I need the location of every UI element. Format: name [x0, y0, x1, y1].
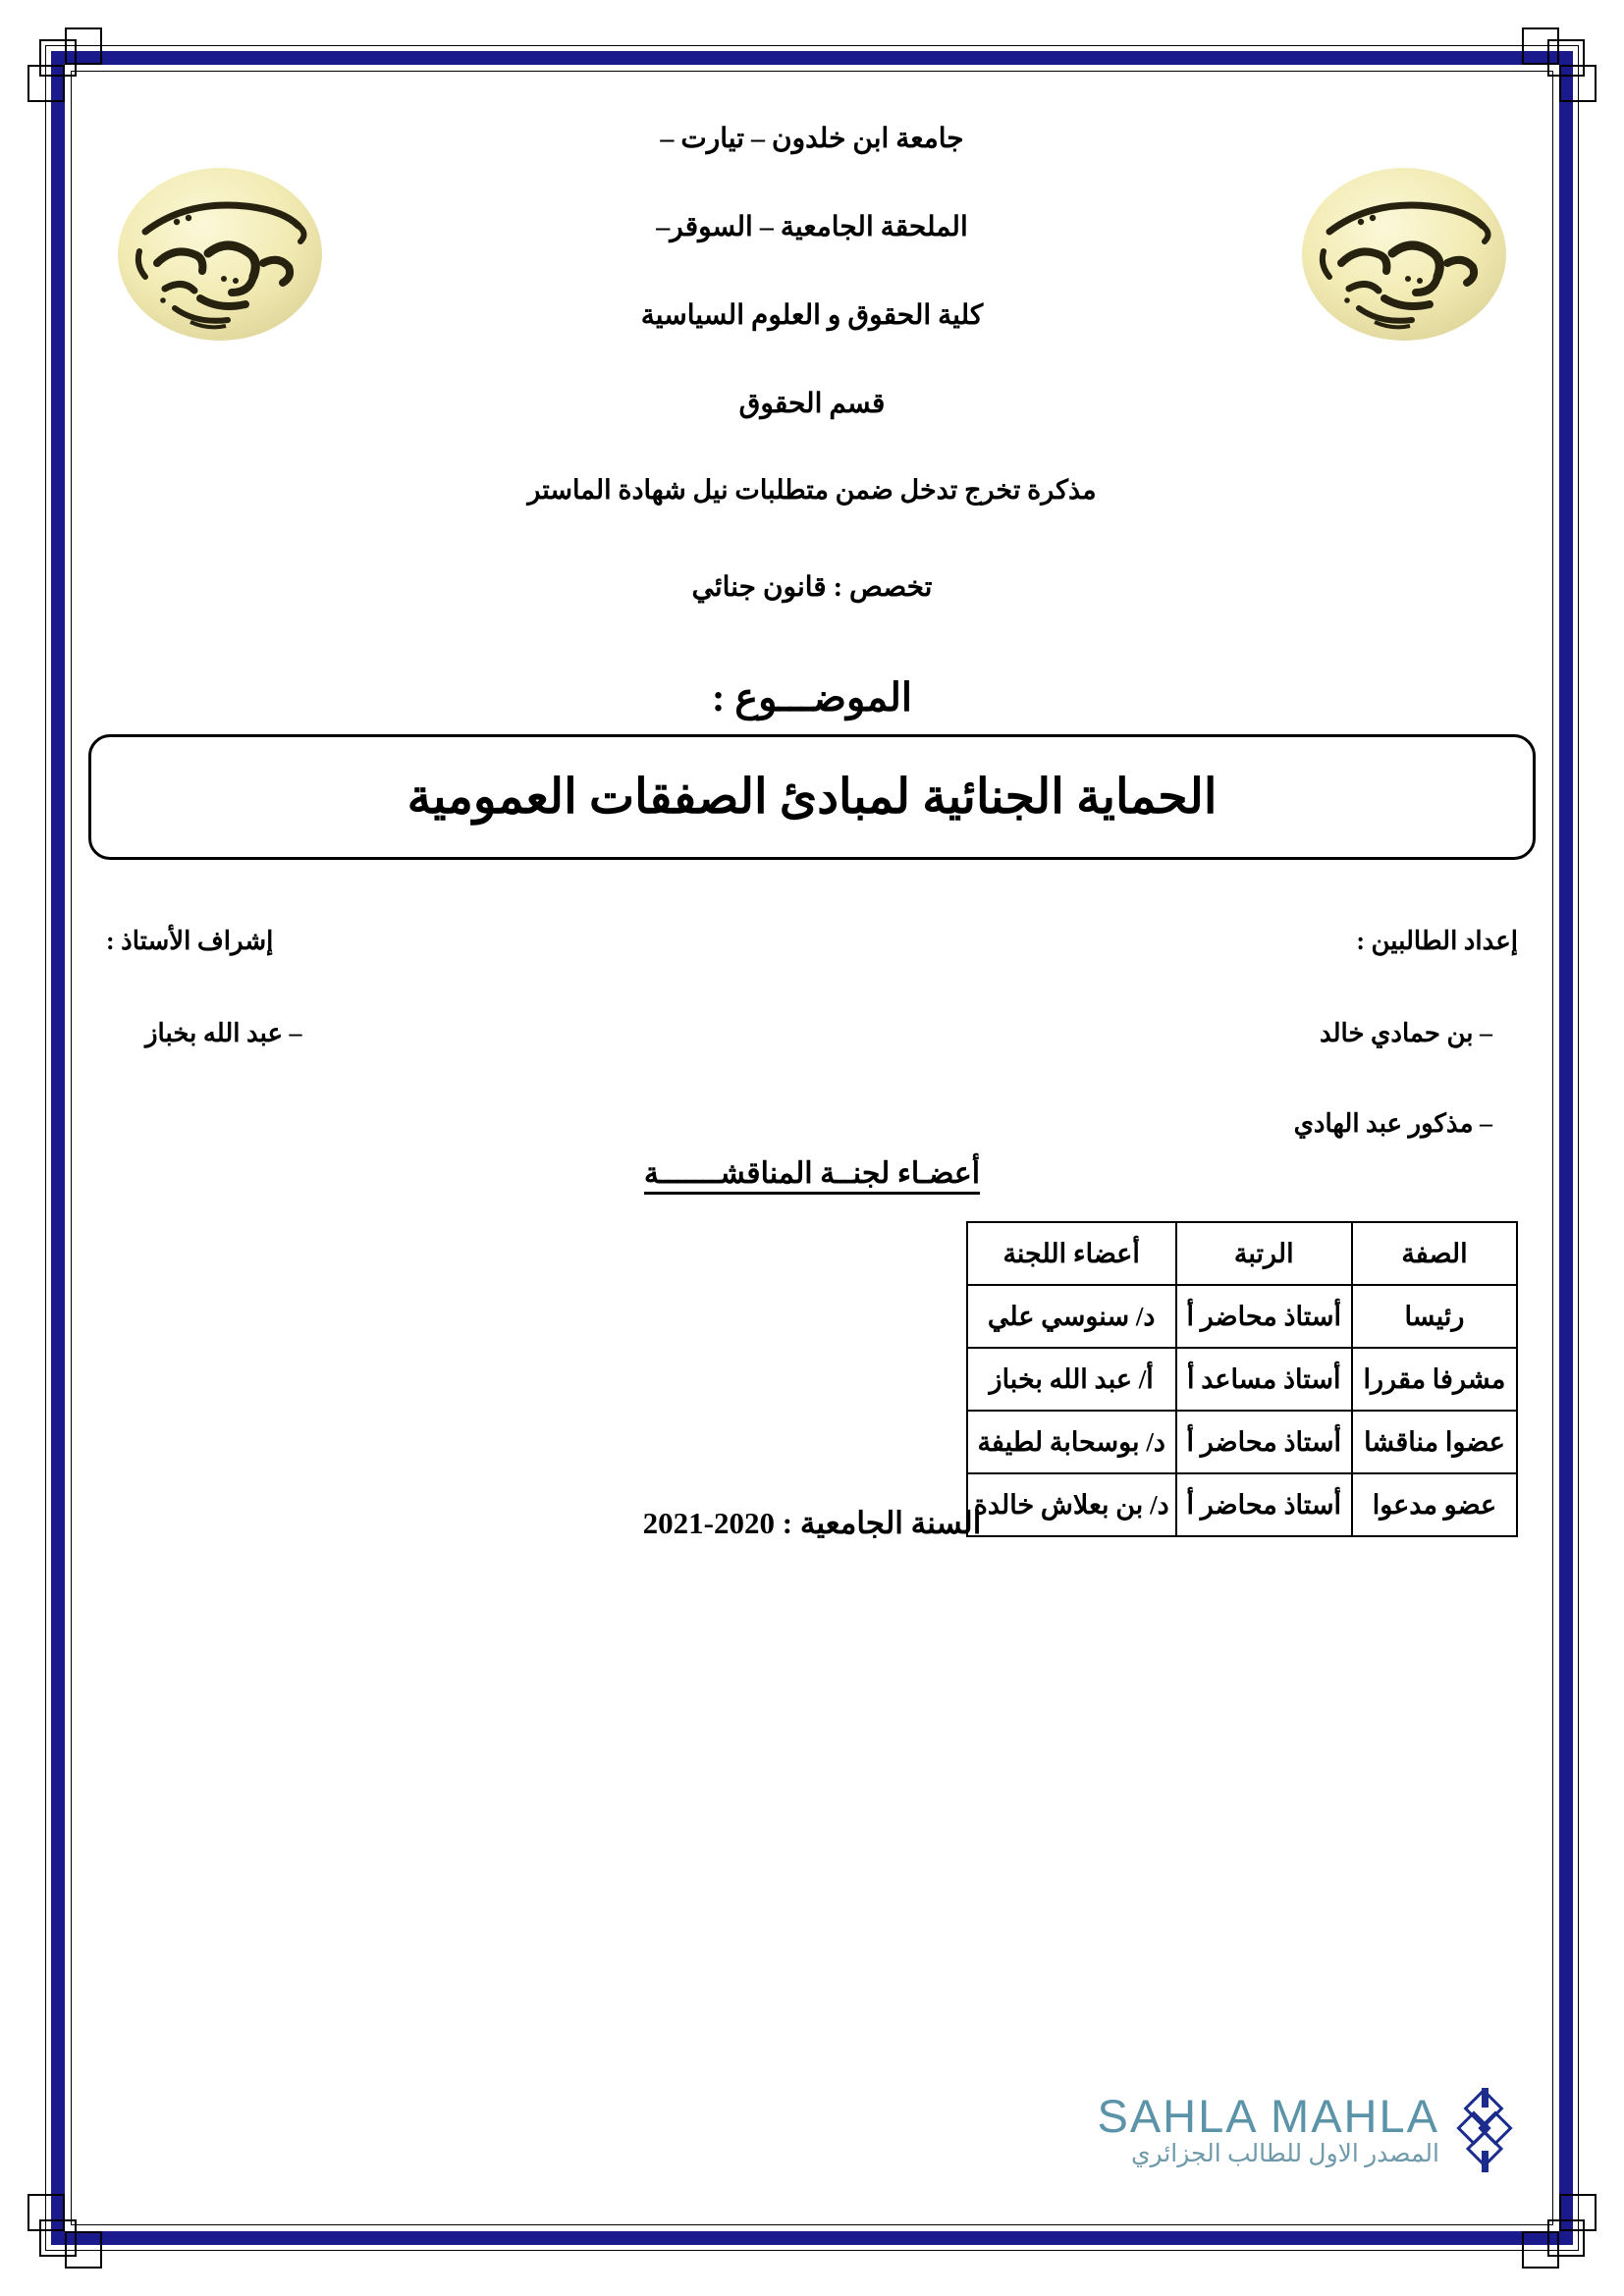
degree-statement: مذكرة تخرج تدخل ضمن متطلبات نيل شهادة الماستر	[527, 475, 1097, 505]
jury-role-4: عضو مدعوا	[1352, 1473, 1517, 1536]
jury-member-4: د/ بن بعلاش خالدة	[967, 1473, 1176, 1536]
academic-year	[98, 1506, 1526, 1541]
jury-heading-text: أعضـاء لجنــة المناقشـــــــة	[644, 1157, 980, 1195]
jury-role-2: مشرفا مقررا	[1352, 1348, 1517, 1411]
jury-col-role: الصفة	[1352, 1222, 1517, 1285]
jury-rank-4: أستاذ محاضر أ	[1176, 1473, 1352, 1536]
jury-member-1: د/ سنوسي علي	[967, 1285, 1176, 1348]
jury-role-1: رئيسا	[1352, 1285, 1517, 1348]
cover-content	[98, 94, 1526, 2202]
authors-label: إعداد الطالبين :	[1356, 927, 1518, 955]
academic-year-label: السنة الجامعية :	[782, 1506, 982, 1540]
corner-motif-bottom-right-b	[1522, 2231, 1559, 2269]
specialty-line: تخصص : قانون جنائي	[691, 572, 933, 603]
watermark-text	[1097, 2089, 1439, 2168]
jury-rank-2: أستاذ مساعد أ	[1176, 1348, 1352, 1411]
thesis-title-box	[88, 734, 1536, 860]
author-name-2: – مذكور عبد الهادي	[1293, 1109, 1492, 1138]
university-logo-left	[106, 161, 334, 347]
jury-col-member: أعضاء اللجنة	[967, 1222, 1176, 1285]
author-name-1: – بن حمادي خالد	[1319, 1019, 1492, 1047]
institution-header	[344, 126, 1280, 750]
jury-role-3: عضوا مناقشا	[1352, 1411, 1517, 1473]
faculty-name: كلية الحقوق و العلوم السياسية	[640, 300, 984, 331]
jury-rank-3: أستاذ محاضر أ	[1176, 1411, 1352, 1473]
jury-member-3: د/ بوسحابة لطيفة	[967, 1411, 1176, 1473]
diamond-lattice-icon	[1449, 2088, 1520, 2172]
supervisor-label: إشراف الأستاذ :	[106, 927, 274, 955]
corner-motif-bottom-right-c	[1559, 2194, 1597, 2231]
corner-motif-top-left-b	[65, 27, 102, 65]
jury-rank-1: أستاذ محاضر أ	[1176, 1285, 1352, 1348]
jury-col-rank: الرتبة	[1176, 1222, 1352, 1285]
watermark-title: SAHLA MAHLA	[1097, 2089, 1439, 2142]
corner-motif-top-right-b	[1522, 27, 1559, 65]
supervisor-name-1: – عبد الله بخباز	[145, 1019, 302, 1047]
corner-motif-bottom-left-b	[65, 2231, 102, 2269]
thesis-title: الحماية الجنائية لمبادئ الصفقات العمومية	[406, 770, 1218, 825]
department-name: قسم الحقوق	[738, 389, 886, 419]
subject-label: الموضـــوع :	[711, 675, 913, 720]
university-name: جامعة ابن خلدون – تيارت –	[660, 124, 964, 154]
university-logo-right	[1290, 161, 1518, 347]
corner-motif-top-left-c	[27, 65, 65, 102]
corner-motif-bottom-left-c	[27, 2194, 65, 2231]
academic-year-value: 2021-2020	[642, 1506, 775, 1540]
table-row	[967, 1285, 1517, 1348]
jury-member-2: أ/ عبد الله بخباز	[967, 1348, 1176, 1411]
jury-table	[966, 1221, 1518, 1537]
university-annex: الملحقة الجامعية – السوقر–	[656, 212, 968, 242]
jury-heading	[98, 1156, 1526, 1191]
jury-table-header-row	[967, 1222, 1517, 1285]
watermark	[1009, 2088, 1520, 2172]
table-row	[967, 1411, 1517, 1473]
table-row	[967, 1348, 1517, 1411]
watermark-subtitle: المصدر الاول للطالب الجزائري	[1130, 2140, 1439, 2167]
corner-motif-top-right-c	[1559, 65, 1597, 102]
